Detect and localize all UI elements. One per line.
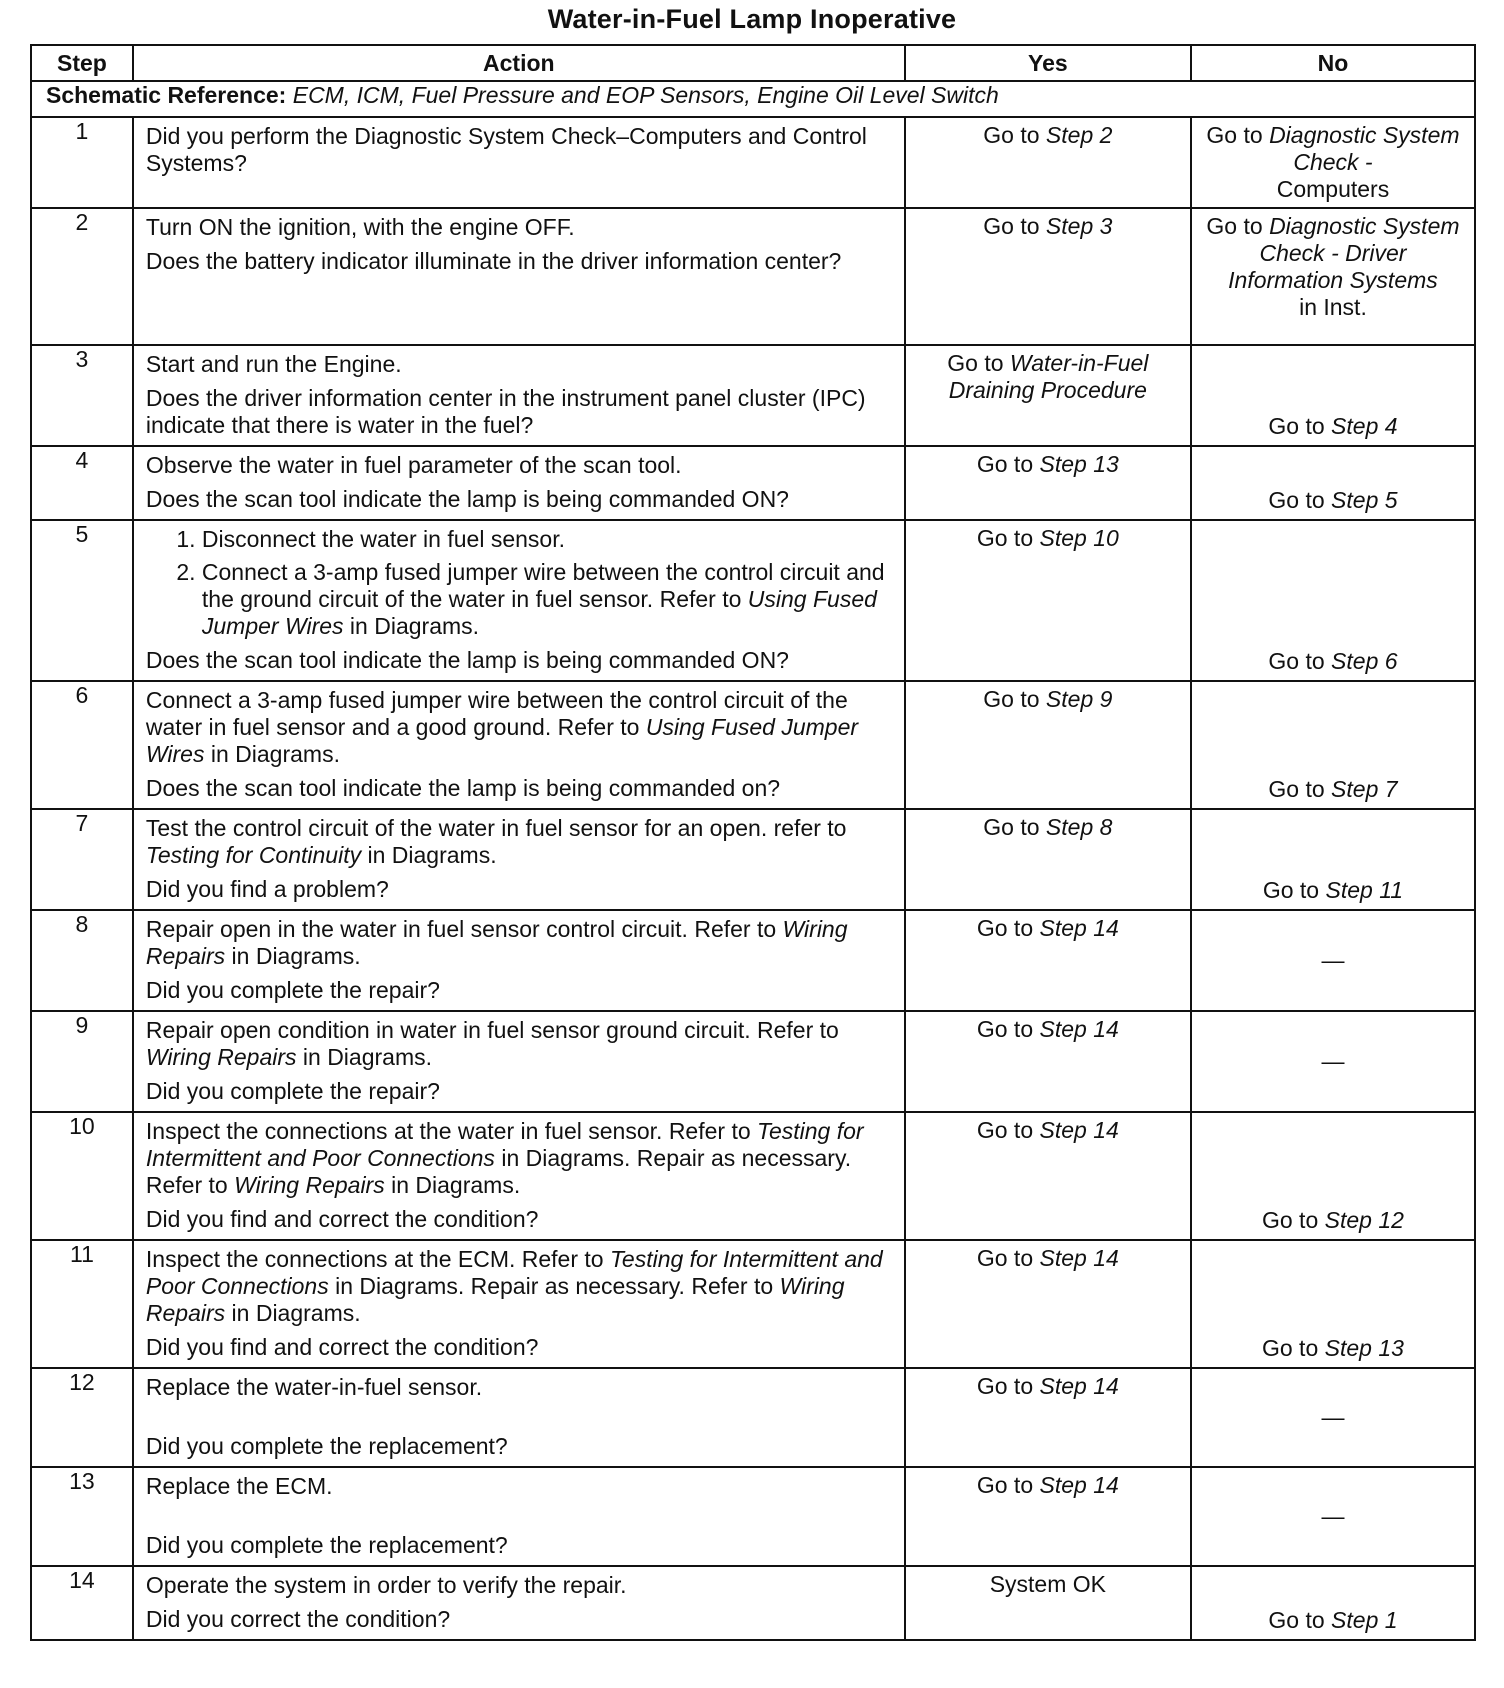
no-cell: Go to Diagnostic System Check - Driver Information Systems in Inst. — [1191, 208, 1475, 345]
table-row — [31, 345, 1475, 446]
action-steps-list — [146, 526, 892, 640]
question-text: Does the scan tool indicate the lamp is being commanded on? — [145, 775, 781, 801]
action-ref-2: Wiring Repairs — [145, 1273, 845, 1326]
header-yes: Yes — [905, 45, 1191, 81]
yes-cell: Go to Step 14 — [905, 1467, 1191, 1566]
step-number: 7 — [31, 809, 133, 910]
yes-cell: Go to Step 14 — [905, 1368, 1191, 1467]
table-row — [31, 681, 1475, 809]
step-number: 2 — [31, 208, 133, 345]
schematic-reference — [31, 81, 1475, 117]
question-text: Did you find a problem? — [145, 876, 389, 902]
step-number: 4 — [31, 446, 133, 520]
header-no: No — [1191, 45, 1475, 81]
action-text: Start and run the Engine. — [145, 351, 402, 377]
no-cell: Go to Step 6 — [1191, 520, 1475, 681]
question-text: Did you find and correct the condition? — [145, 1334, 539, 1360]
question-text: Does the scan tool indicate the lamp is being commanded ON? — [145, 647, 789, 673]
schematic-row — [31, 81, 1475, 117]
action-text: Operate the system in order to verify the repair. — [145, 1572, 627, 1598]
yes-ref: Step 14 — [1039, 1472, 1119, 1498]
no-cell: Go to Step 1 — [1191, 1566, 1475, 1640]
action-ref: Testing for Continuity — [145, 842, 362, 868]
yes-cell: Go to Step 8 — [905, 809, 1191, 910]
step-number: 3 — [31, 345, 133, 446]
yes-ref: Step 13 — [1039, 451, 1119, 477]
step-number: 11 — [31, 1240, 133, 1368]
action-text: Repair open condition in water in fuel sensor ground circuit. Refer to Wiring Repairs in Diagrams. — [145, 1017, 839, 1070]
action-cell — [133, 345, 905, 446]
table-row — [31, 1566, 1475, 1640]
list-item: 1. Disconnect the water in fuel sensor. — [202, 526, 892, 553]
yes-cell: Go to Step 2 — [905, 117, 1191, 208]
action-cell — [133, 1112, 905, 1240]
table-row — [31, 1011, 1475, 1112]
table-row — [31, 910, 1475, 1011]
yes-ref: Step 3 — [1045, 213, 1113, 239]
no-cell: Go to Step 4 — [1191, 345, 1475, 446]
header-row — [31, 45, 1475, 81]
action-ref: Using Fused Jumper Wires — [145, 714, 859, 767]
action-cell — [133, 446, 905, 520]
no-cell: — — [1191, 1368, 1475, 1467]
no-ref: Step 1 — [1331, 1607, 1398, 1633]
no-cell: — — [1191, 910, 1475, 1011]
schematic-value: ECM, ICM, Fuel Pressure and EOP Sensors, Engine Oil Level Switch — [292, 82, 999, 108]
action-cell — [133, 1011, 905, 1112]
no-cell: Go to Step 12 — [1191, 1112, 1475, 1240]
yes-ref: Step 10 — [1039, 525, 1119, 551]
question-text: Did you complete the replacement? — [145, 1433, 508, 1459]
yes-ref: Step 9 — [1045, 686, 1113, 712]
no-cell: Go to Diagnostic System Check - Computers — [1191, 117, 1475, 208]
table-row — [31, 208, 1475, 345]
action-text: Test the control circuit of the water in fuel sensor for an open. refer to Testing for Continuity in Diagrams. — [145, 815, 847, 868]
page-title: Water-in-Fuel Lamp Inoperative — [547, 4, 957, 34]
action-ref: Testing for Intermittent and Poor Connections — [145, 1118, 864, 1171]
yes-cell: Go to Step 14 — [905, 1112, 1191, 1240]
question-text: Did you complete the replacement? — [145, 1532, 508, 1558]
yes-cell: Go to Step 3 — [905, 208, 1191, 345]
action-ref-2: Wiring Repairs — [234, 1172, 385, 1198]
step-number: 8 — [31, 910, 133, 1011]
action-text: Repair open in the water in fuel sensor control circuit. Refer to Wiring Repairs in Diagrams. — [145, 916, 848, 969]
no-cell: Go to Step 5 — [1191, 446, 1475, 520]
step-number: 10 — [31, 1112, 133, 1240]
question-text: Did you perform the Diagnostic System Check–Computers and Control Systems? — [145, 123, 867, 176]
yes-cell: System OK — [905, 1566, 1191, 1640]
no-cell: — — [1191, 1011, 1475, 1112]
step-number: 1 — [31, 117, 133, 208]
yes-ref: Step 2 — [1045, 122, 1113, 148]
action-cell — [133, 117, 905, 208]
yes-ref: Water-in-Fuel Draining Procedure — [948, 350, 1149, 403]
step-number: 9 — [31, 1011, 133, 1112]
action-cell — [133, 910, 905, 1011]
action-text: Inspect the connections at the ECM. Refer to Testing for Intermittent and Poor Connections in Diagrams. Repair as necessary. Refer to Wiring Repairs in Diagrams. — [145, 1246, 883, 1326]
question-text: Does the driver information center in the instrument panel cluster (IPC) indicate that there is water in the fuel? — [145, 385, 866, 438]
list-item: 2. Connect a 3-amp fused jumper wire between the control circuit and the ground circuit of the water in fuel sensor. Refer to Using Fused Jumper Wires in Diagrams. — [202, 559, 892, 640]
action-cell — [133, 208, 905, 345]
action-ref: Testing for Intermittent and Poor Connections — [145, 1246, 883, 1299]
action-ref: Wiring Repairs — [145, 916, 848, 969]
question-text: Did you correct the condition? — [145, 1606, 451, 1632]
question-text: Does the battery indicator illuminate in the driver information center? — [145, 248, 842, 274]
no-ref: Step 5 — [1331, 487, 1398, 513]
table-row — [31, 1467, 1475, 1566]
no-cell: — — [1191, 1467, 1475, 1566]
action-text: Replace the ECM. — [145, 1473, 333, 1499]
no-ref: Diagnostic System Check - — [1269, 122, 1460, 175]
no-ref: Diagnostic System Check - Driver Information Systems — [1228, 213, 1460, 293]
action-text: Turn ON the ignition, with the engine OFF. — [145, 214, 575, 240]
no-cell: Go to Step 13 — [1191, 1240, 1475, 1368]
question-text: Did you complete the repair? — [145, 977, 440, 1003]
yes-cell: Go to Step 14 — [905, 910, 1191, 1011]
question-text: Does the scan tool indicate the lamp is being commanded ON? — [145, 486, 789, 512]
no-cell: Go to Step 7 — [1191, 681, 1475, 809]
table-row — [31, 1112, 1475, 1240]
yes-ref: Step 14 — [1039, 915, 1119, 941]
action-ref: Wiring Repairs — [145, 1044, 297, 1070]
action-cell — [133, 1566, 905, 1640]
action-text: Replace the water-in-fuel sensor. — [145, 1374, 483, 1400]
header-action: Action — [133, 45, 905, 81]
yes-cell: Go to Step 14 — [905, 1011, 1191, 1112]
yes-ref: Step 8 — [1045, 814, 1113, 840]
action-text: Observe the water in fuel parameter of the scan tool. — [145, 452, 682, 478]
table-row — [31, 1368, 1475, 1467]
question-text: Did you complete the repair? — [145, 1078, 440, 1104]
yes-cell: Go to Step 9 — [905, 681, 1191, 809]
action-cell — [133, 520, 905, 681]
step-number: 14 — [31, 1566, 133, 1640]
yes-cell: Go to Water-in-Fuel Draining Procedure — [905, 345, 1191, 446]
table-row — [31, 1240, 1475, 1368]
no-ref: Step 7 — [1331, 776, 1398, 802]
yes-ref: Step 14 — [1039, 1117, 1119, 1143]
table-row — [31, 809, 1475, 910]
table-row — [31, 446, 1475, 520]
yes-ref: Step 14 — [1039, 1373, 1119, 1399]
action-cell — [133, 1467, 905, 1566]
no-ref: Step 13 — [1324, 1335, 1404, 1361]
yes-cell: Go to Step 14 — [905, 1240, 1191, 1368]
action-text: Connect a 3-amp fused jumper wire between the control circuit of the water in fuel sensor and a good ground. Refer to Using Fused Jumper Wires in Diagrams. — [145, 687, 859, 767]
no-cell: Go to Step 11 — [1191, 809, 1475, 910]
yes-cell: Go to Step 10 — [905, 520, 1191, 681]
action-cell — [133, 809, 905, 910]
diagnostic-table — [30, 44, 1476, 1641]
action-text: Inspect the connections at the water in fuel sensor. Refer to Testing for Intermittent and Poor Connections in Diagrams. Repair as necessary. Refer to Wiring Repairs in Diagrams. — [145, 1118, 864, 1198]
yes-ref: Step 14 — [1039, 1245, 1119, 1271]
action-cell — [133, 1368, 905, 1467]
schematic-label: Schematic Reference: — [46, 82, 287, 108]
step-number: 6 — [31, 681, 133, 809]
step-number: 5 — [31, 520, 133, 681]
table-row — [31, 117, 1475, 208]
yes-ref: Step 14 — [1039, 1016, 1119, 1042]
question-text: Did you find and correct the condition? — [145, 1206, 539, 1232]
no-ref: Step 12 — [1324, 1207, 1404, 1233]
action-cell — [133, 1240, 905, 1368]
step-number: 13 — [31, 1467, 133, 1566]
no-ref: Step 4 — [1331, 413, 1398, 439]
action-ref: Using Fused Jumper Wires — [201, 586, 877, 639]
step-number: 12 — [31, 1368, 133, 1467]
no-ref: Step 6 — [1331, 648, 1398, 674]
header-step: Step — [31, 45, 133, 81]
action-cell — [133, 681, 905, 809]
table-row — [31, 520, 1475, 681]
yes-cell: Go to Step 13 — [905, 446, 1191, 520]
no-ref: Step 11 — [1325, 877, 1404, 903]
